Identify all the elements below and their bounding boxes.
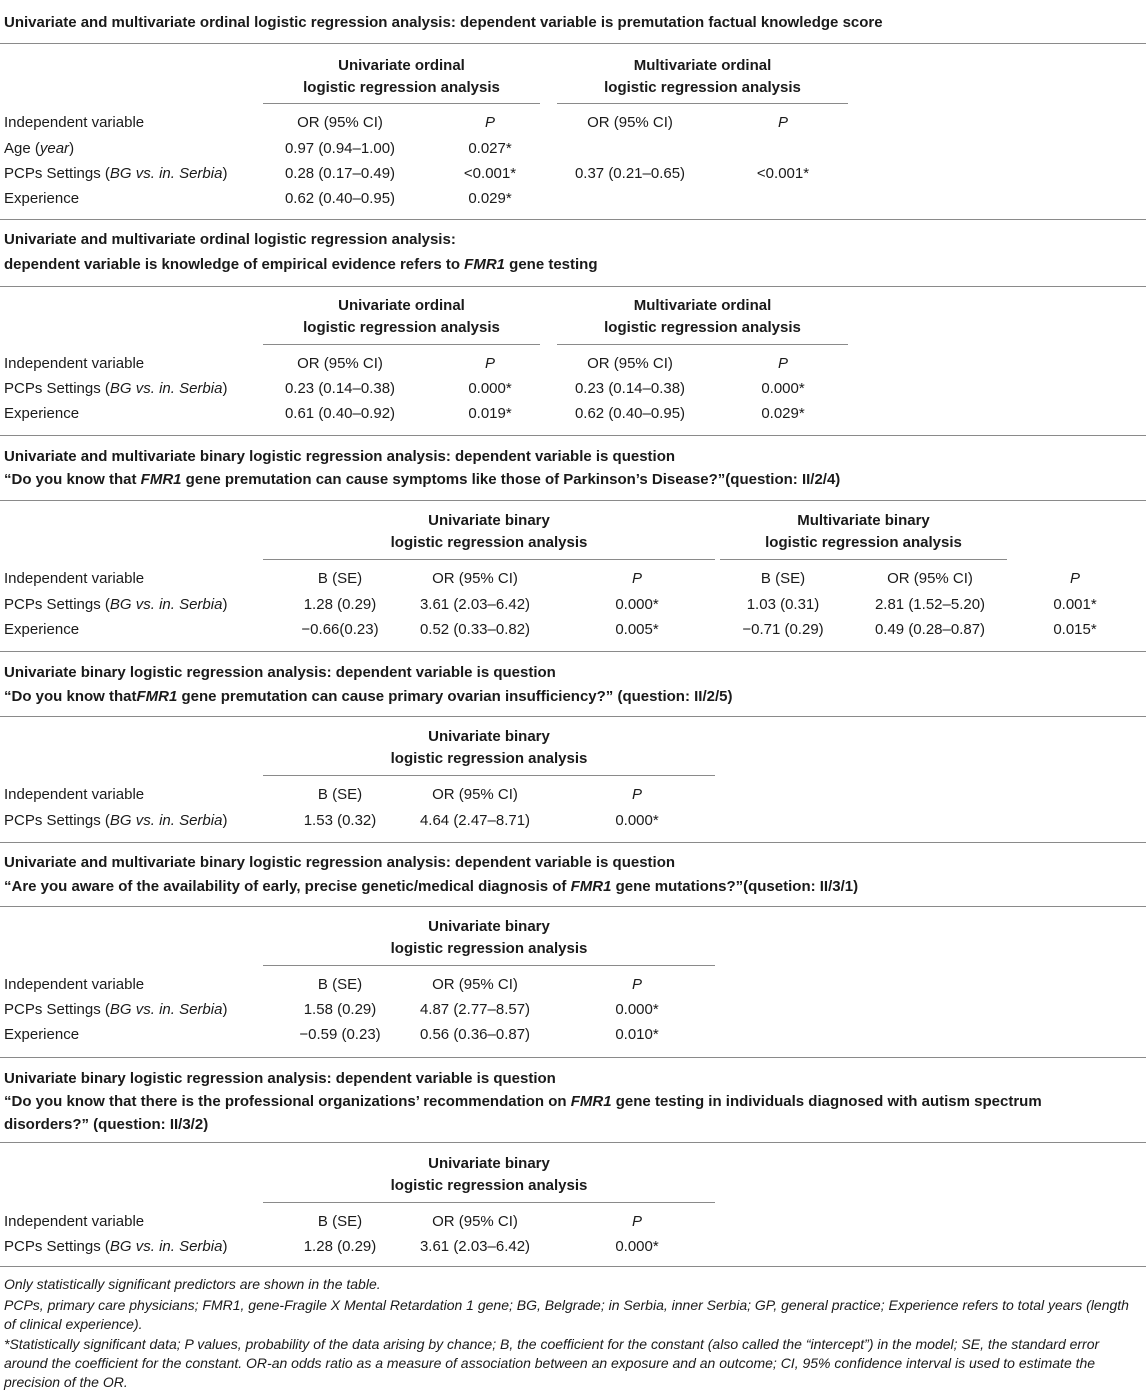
- table-cell: 3.61 (2.03–6.42): [419, 1238, 531, 1255]
- row-label-text: Experience: [4, 190, 80, 207]
- section-rule: [0, 1057, 1146, 1058]
- group-header-line: Univariate binary: [428, 918, 550, 935]
- column-header: OR (95% CI): [297, 114, 383, 131]
- section-title-text: “Do you know that: [4, 688, 137, 705]
- table-cell: 0.49 (0.28–0.87): [874, 621, 986, 638]
- row-label-qualifier: BG vs. in. Serbia: [109, 812, 223, 829]
- column-header: OR (95% CI): [297, 355, 383, 372]
- section-title-text: Univariate and multivariate binary logistic regression analysis: dependent variable is question: [4, 448, 676, 465]
- row-label-text: PCPs Settings: [4, 165, 101, 182]
- row-label-text: PCPs Settings: [4, 1238, 101, 1255]
- group-header: [720, 510, 1007, 554]
- section-title: [4, 878, 858, 896]
- section-rule: [0, 842, 1146, 843]
- table-cell: 0.027*: [468, 140, 512, 157]
- paren: ): [222, 1001, 228, 1018]
- table-cell: 1.53 (0.32): [303, 812, 377, 829]
- group-rule: [263, 775, 715, 776]
- section-title: [4, 471, 840, 489]
- column-header: P: [777, 355, 788, 372]
- group-header-line: logistic regression analysis: [303, 319, 500, 336]
- gene-name: FMR1: [464, 256, 505, 273]
- group-rule: [263, 559, 715, 560]
- table-cell: <0.001*: [756, 165, 810, 182]
- section-title-text: “Do you know that there is the professional organizations’ recommendation on: [4, 1093, 571, 1110]
- section-rule: [0, 500, 1146, 501]
- table-cell: 4.64 (2.47–8.71): [419, 812, 531, 829]
- row-label-text: PCPs Settings: [4, 1001, 101, 1018]
- section-rule: [0, 1142, 1146, 1143]
- column-header: P: [484, 114, 495, 131]
- row-label: [4, 621, 79, 639]
- table-cell: 0.010*: [615, 1026, 659, 1043]
- row-label-text: PCPs Settings: [4, 380, 101, 397]
- paren: ): [222, 596, 228, 613]
- column-header: Independent variable: [4, 114, 145, 131]
- table-cell: 0.005*: [615, 621, 659, 638]
- table-cell: 1.28 (0.29): [303, 1238, 377, 1255]
- group-header-line: Univariate binary: [428, 728, 550, 745]
- paren: ): [222, 380, 228, 397]
- row-label-text: Experience: [4, 621, 80, 638]
- paren: ): [222, 812, 228, 829]
- group-header: [263, 295, 540, 339]
- row-label-qualifier: BG vs. in. Serbia: [109, 1238, 223, 1255]
- column-header: B (SE): [317, 1213, 363, 1230]
- column-header: P: [777, 114, 788, 131]
- row-label-text: Age: [4, 140, 31, 157]
- paren: (: [100, 1238, 110, 1255]
- column-header: B (SE): [317, 570, 363, 587]
- paren: (: [100, 596, 110, 613]
- table-cell: 0.23 (0.14–0.38): [574, 380, 686, 397]
- section-title: [4, 448, 675, 466]
- row-label: [4, 596, 227, 614]
- column-header: Independent variable: [4, 355, 145, 372]
- section-title: [4, 231, 456, 249]
- paren: ): [222, 1238, 228, 1255]
- group-header: [557, 55, 848, 99]
- table-cell: 0.61 (0.40–0.92): [284, 405, 396, 422]
- column-header: B (SE): [760, 570, 806, 587]
- row-label-qualifier: year: [39, 140, 70, 157]
- section-rule: [0, 1266, 1146, 1267]
- column-header: P: [631, 786, 642, 803]
- group-rule: [557, 103, 848, 104]
- group-header-line: logistic regression analysis: [604, 319, 801, 336]
- gene-name: FMR1: [570, 878, 612, 895]
- footnote: *Statistically significant data; P values, probability of the data arising by chance; B, the coefficient for the constant (also called the “intercept”) in the model; SE, the standard error around the coefficient for the constant. OR-an odds ratio as a measure of association between an exposure and an outcome; CI, 95% confidence interval is used to estimate the precision of the OR.: [4, 1336, 1100, 1390]
- column-header: P: [484, 355, 495, 372]
- row-label: [4, 140, 74, 158]
- group-header: [557, 295, 848, 339]
- table-cell: 0.62 (0.40–0.95): [574, 405, 686, 422]
- table-cell: 1.58 (0.29): [303, 1001, 377, 1018]
- paren: (: [100, 812, 110, 829]
- table-cell: 0.029*: [761, 405, 805, 422]
- footnote: Only statistically significant predictors are shown in the table.: [4, 1276, 381, 1292]
- group-header-line: Univariate ordinal: [338, 57, 465, 74]
- table-cell: 0.015*: [1053, 621, 1097, 638]
- section-rule: [0, 716, 1146, 717]
- section-rule: [0, 435, 1146, 436]
- paren: (: [30, 140, 40, 157]
- table-cell: 0.23 (0.14–0.38): [284, 380, 396, 397]
- section-rule: [0, 286, 1146, 287]
- section-title: [4, 1093, 1042, 1111]
- section-title-text: “Do you know that: [4, 471, 141, 488]
- section-title-text: gene testing in individuals diagnosed with autism spectrum: [611, 1093, 1042, 1110]
- section-title-text: gene mutations?”(qusetion: II/3/1): [611, 878, 859, 895]
- column-header: Independent variable: [4, 786, 145, 803]
- table-cell: 0.56 (0.36–0.87): [419, 1026, 531, 1043]
- column-header: P: [1069, 570, 1080, 587]
- row-label-qualifier: BG vs. in. Serbia: [109, 596, 223, 613]
- row-label-text: Experience: [4, 1026, 80, 1043]
- column-header: B (SE): [317, 976, 363, 993]
- section-title-text: Univariate binary logistic regression analysis: dependent variable is question: [4, 1070, 556, 1087]
- group-rule: [720, 559, 1007, 560]
- section-title-text: gene premutation can cause symptoms like those of Parkinson’s Disease?”(question: II/2/4): [181, 471, 841, 488]
- row-label: [4, 812, 227, 830]
- section-title-text: dependent variable is knowledge of empirical evidence refers to: [4, 256, 465, 273]
- paren: ): [69, 140, 75, 157]
- table-cell: 0.001*: [1053, 596, 1097, 613]
- group-header: [263, 55, 540, 99]
- group-rule: [263, 103, 540, 104]
- group-header-line: Univariate ordinal: [338, 297, 465, 314]
- section-rule: [0, 906, 1146, 907]
- row-label-text: PCPs Settings: [4, 596, 101, 613]
- section-title: [4, 256, 598, 274]
- group-header-line: logistic regression analysis: [390, 940, 588, 957]
- table-cell: 0.97 (0.94–1.00): [284, 140, 396, 157]
- column-header: OR (95% CI): [587, 355, 673, 372]
- section-title: [4, 1116, 208, 1134]
- table-cell: 0.000*: [468, 380, 512, 397]
- footnote: PCPs, primary care physicians; FMR1, gene-Fragile X Mental Retardation 1 gene; BG, Belgrade; in Serbia, inner Serbia; GP, general practice; Experience refers to total years (length of clinical experience).: [4, 1297, 1129, 1332]
- row-label: [4, 1238, 227, 1256]
- group-rule: [263, 344, 540, 345]
- column-header: Independent variable: [4, 570, 145, 587]
- row-label-qualifier: BG vs. in. Serbia: [109, 165, 223, 182]
- table-cell: −0.71 (0.29): [742, 621, 824, 638]
- table-cell: 0.000*: [761, 380, 805, 397]
- group-header-line: logistic regression analysis: [390, 534, 588, 551]
- column-header: B (SE): [317, 786, 363, 803]
- paren: ): [222, 165, 228, 182]
- table-cell: 0.000*: [615, 812, 659, 829]
- table-cell: 0.52 (0.33–0.82): [419, 621, 531, 638]
- group-rule: [557, 344, 848, 345]
- table-cell: <0.001*: [463, 165, 517, 182]
- group-header-line: logistic regression analysis: [604, 79, 801, 96]
- paren: (: [100, 380, 110, 397]
- paren: (: [100, 1001, 110, 1018]
- column-header: P: [631, 570, 642, 587]
- section-title: [4, 688, 732, 706]
- section-title-text: gene premutation can cause primary ovarian insufficiency?” (question: II/2/5): [177, 688, 733, 705]
- table-cell: 2.81 (1.52–5.20): [874, 596, 986, 613]
- group-header-line: logistic regression analysis: [390, 750, 588, 767]
- group-header: [263, 916, 715, 960]
- group-header-line: Multivariate ordinal: [633, 297, 772, 314]
- column-header: OR (95% CI): [887, 570, 973, 587]
- group-header: [263, 726, 715, 770]
- row-label-text: Experience: [4, 405, 80, 422]
- group-header: [263, 1153, 715, 1197]
- section-title-text: gene testing: [505, 256, 598, 273]
- group-header-line: Multivariate ordinal: [633, 57, 772, 74]
- row-label-qualifier: BG vs. in. Serbia: [109, 1001, 223, 1018]
- paren: (: [100, 165, 110, 182]
- column-header: Independent variable: [4, 976, 145, 993]
- section-title-text: “Are you aware of the availability of early, precise genetic/medical diagnosis of: [4, 878, 571, 895]
- table-cell: 1.28 (0.29): [303, 596, 377, 613]
- table-cell: 0.62 (0.40–0.95): [284, 190, 396, 207]
- table-cell: 0.019*: [468, 405, 512, 422]
- column-header: Independent variable: [4, 1213, 145, 1230]
- column-header: P: [631, 976, 642, 993]
- table-cell: 3.61 (2.03–6.42): [419, 596, 531, 613]
- column-header: OR (95% CI): [432, 786, 518, 803]
- column-header: OR (95% CI): [432, 570, 518, 587]
- section-title-text: Univariate and multivariate ordinal logistic regression analysis: dependent variable is premutation factual knowledge score: [4, 14, 883, 31]
- section-rule: [0, 43, 1146, 44]
- table-cell: 4.87 (2.77–8.57): [419, 1001, 531, 1018]
- row-label: [4, 190, 79, 208]
- section-title-text: Univariate and multivariate binary logistic regression analysis: dependent variable is question: [4, 854, 676, 871]
- group-header-line: logistic regression analysis: [390, 1177, 588, 1194]
- group-header: [263, 510, 715, 554]
- group-rule: [263, 1202, 715, 1203]
- section-rule: [0, 219, 1146, 220]
- section-title-text: disorders?” (question: II/3/2): [4, 1116, 209, 1133]
- column-header: OR (95% CI): [432, 1213, 518, 1230]
- section-title: [4, 664, 556, 682]
- row-label: [4, 1026, 79, 1044]
- group-header-line: Univariate binary: [428, 1155, 550, 1172]
- table-cell: 0.000*: [615, 596, 659, 613]
- row-label: [4, 405, 79, 423]
- group-header-line: Univariate binary: [428, 512, 550, 529]
- column-header: OR (95% CI): [432, 976, 518, 993]
- table-cell: 1.03 (0.31): [746, 596, 820, 613]
- section-title: [4, 1070, 556, 1088]
- row-label: [4, 165, 227, 183]
- row-label: [4, 1001, 227, 1019]
- table-cell: −0.66(0.23): [301, 621, 379, 638]
- section-title-text: Univariate and multivariate ordinal logistic regression analysis:: [4, 231, 456, 248]
- section-title-text: Univariate binary logistic regression analysis: dependent variable is question: [4, 664, 556, 681]
- gene-name: FMR1: [140, 471, 182, 488]
- row-label-text: PCPs Settings: [4, 812, 101, 829]
- row-label-qualifier: BG vs. in. Serbia: [109, 380, 223, 397]
- gene-name: FMR1: [570, 1093, 612, 1110]
- column-header: P: [631, 1213, 642, 1230]
- table-cell: 0.029*: [468, 190, 512, 207]
- section-title: [4, 854, 675, 872]
- table-cell: 0.000*: [615, 1238, 659, 1255]
- gene-name: FMR1: [136, 688, 178, 705]
- table-cell: 0.37 (0.21–0.65): [574, 165, 686, 182]
- group-rule: [263, 965, 715, 966]
- group-header-line: Multivariate binary: [797, 512, 930, 529]
- table-cell: −0.59 (0.23): [299, 1026, 381, 1043]
- group-header-line: logistic regression analysis: [303, 79, 500, 96]
- column-header: OR (95% CI): [587, 114, 673, 131]
- group-header-line: logistic regression analysis: [765, 534, 962, 551]
- row-label: [4, 380, 227, 398]
- table-cell: 0.28 (0.17–0.49): [284, 165, 396, 182]
- section-title: [4, 14, 883, 32]
- section-rule: [0, 651, 1146, 652]
- table-cell: 0.000*: [615, 1001, 659, 1018]
